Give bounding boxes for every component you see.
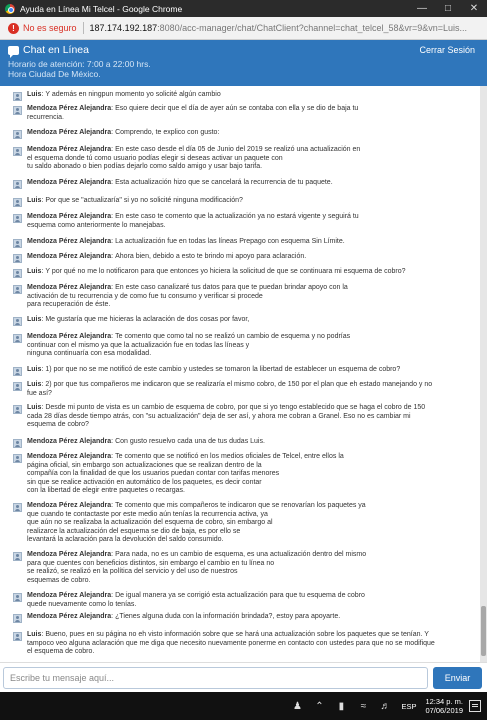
- message-sender: Mendoza Pérez Alejandra: [27, 129, 112, 136]
- chat-message: [13, 592, 463, 609]
- logout-link[interactable]: Cerrar Sesión: [419, 45, 475, 55]
- message-text: Y por qué no me lo notificaron para que entonces yo hiciera la solicitud de que se continuara mi esquema de cobro?: [45, 268, 406, 275]
- message-line: [27, 577, 366, 586]
- message-line: [27, 592, 365, 601]
- url-path[interactable]: :8080/acc-manager/chat/ChatClient?channel=chat_telcel_58&vr=9&vn=Luis...: [157, 23, 468, 33]
- avatar-icon: [13, 317, 22, 326]
- message-sender: Luis: [27, 366, 42, 373]
- message-line: [27, 114, 358, 123]
- message-text: recurrencia.: [27, 113, 64, 121]
- message-line: [27, 163, 360, 172]
- message-sender: Mendoza Pérez Alejandra: [27, 333, 112, 340]
- message-line: [27, 560, 366, 569]
- chat-message: [13, 404, 463, 430]
- message-text: Y además en ningpun momento yo solicité algún cambio: [45, 91, 221, 98]
- message-content: [27, 316, 249, 325]
- message-sender: Luis: [27, 316, 42, 323]
- message-sender: Luis: [27, 404, 42, 411]
- sender-separator: :: [41, 91, 44, 98]
- message-sender: Mendoza Pérez Alejandra: [27, 453, 112, 460]
- clock[interactable]: [425, 697, 463, 715]
- message-text: En este caso canalizaré tus datos para que te puedan brindar apoyo con la: [115, 284, 348, 291]
- avatar-icon: [13, 552, 22, 561]
- message-sender: Luis: [27, 268, 42, 275]
- message-text: página oficial, sin embargo son actualizaciones que se realizan dentro de la: [27, 461, 262, 469]
- message-text: Por que se "actualizaría" si yo no solicité ninguna modificación?: [45, 197, 243, 204]
- message-content: [27, 105, 358, 122]
- message-content: [27, 453, 344, 496]
- message-line: [27, 197, 243, 206]
- taskbar: [0, 692, 487, 720]
- message-content: [27, 333, 350, 359]
- avatar-icon: [13, 147, 22, 156]
- message-text: Te comento que mis compañeros te indicaron que se renovarían los paquetes ya: [115, 502, 366, 509]
- sender-separator: :: [111, 333, 114, 340]
- message-sender: Mendoza Pérez Alejandra: [27, 551, 112, 558]
- maximize-icon[interactable]: □: [444, 3, 452, 14]
- message-text: ninguna continuaría con esa modalidad.: [27, 350, 152, 357]
- send-button[interactable]: Enviar: [433, 667, 482, 689]
- chat-message: [13, 631, 463, 657]
- chat-header: [0, 40, 487, 86]
- chat-message: [13, 213, 463, 230]
- message-line: [27, 568, 366, 577]
- message-text: compañía con la finalidad de que los usuarios puedan contar con tarifas menores: [27, 470, 280, 477]
- message-line: [27, 421, 425, 430]
- avatar-icon: [13, 614, 22, 623]
- message-text: fue así?: [27, 389, 52, 397]
- message-line: [27, 342, 350, 351]
- avatar-icon: [13, 180, 22, 189]
- avatar-icon: [13, 454, 22, 463]
- message-sender: Luis: [27, 91, 42, 98]
- message-line: [27, 648, 435, 657]
- message-content: [27, 253, 306, 262]
- message-content: [27, 366, 400, 375]
- message-line: [27, 536, 366, 545]
- message-text: Comprendo, te explico con gusto:: [115, 129, 220, 136]
- message-text: Bueno, pues en su página no eh visto información sobre que se hará una actualización sobre los paquetes que se tenían. Y: [45, 631, 429, 638]
- sender-separator: :: [41, 316, 44, 323]
- sender-separator: :: [111, 453, 114, 460]
- message-text: Te comento que como tal no se realizó un cambio de esquema y no podrías: [115, 333, 351, 340]
- sender-separator: :: [111, 179, 114, 186]
- message-text: 2) por que tus compañeros me indicaron que se realizaría el mismo cobro, de 150 por el plan que eh estado manejando y no: [45, 381, 433, 388]
- chat-message: [13, 91, 463, 101]
- message-text: para que cuentes con beneficios distintos, sin embargo el cambio en tu línea no: [27, 559, 275, 567]
- sender-separator: :: [111, 105, 114, 112]
- message-text: levantará la aclaración para la devolución del saldo consumido.: [27, 536, 224, 543]
- scrollbar-thumb[interactable]: [481, 606, 486, 656]
- sender-separator: :: [41, 366, 44, 373]
- message-line: [27, 333, 350, 342]
- message-line: [27, 462, 344, 471]
- url-host[interactable]: 187.174.192.187: [89, 23, 158, 33]
- message-text: el esquema de cobro.: [27, 648, 95, 655]
- avatar-icon: [13, 367, 22, 376]
- message-sender: Mendoza Pérez Alejandra: [27, 613, 112, 620]
- chat-message: [13, 551, 463, 585]
- message-line: [27, 511, 366, 520]
- wifi-icon[interactable]: ≈: [360, 700, 367, 712]
- message-text: Te comento que se notificó en los medios oficiales de Telcel, entre ellos la: [115, 453, 344, 460]
- chat-message: [13, 268, 463, 278]
- avatar-icon: [13, 503, 22, 512]
- chat-message: [13, 129, 463, 139]
- chat-message: [13, 284, 463, 310]
- message-content: [27, 592, 365, 609]
- message-sender: Mendoza Pérez Alejandra: [27, 179, 112, 186]
- chat-message: [13, 238, 463, 248]
- message-content: [27, 129, 219, 138]
- battery-icon[interactable]: ▮: [338, 700, 345, 712]
- message-text: que aún no se realizaba la actualización del esquema de cobro, sin embargo al: [27, 519, 273, 526]
- avatar-icon: [13, 130, 22, 139]
- sender-separator: :: [111, 438, 114, 445]
- message-line: [27, 213, 359, 222]
- message-line: [27, 487, 344, 496]
- chat-message: [13, 453, 463, 496]
- message-line: [27, 253, 306, 262]
- language-indicator[interactable]: ESP: [401, 701, 417, 711]
- message-input[interactable]: [3, 667, 428, 689]
- message-text: el esquema donde tú como usuario podías elegir si deseas activar un paquete con: [27, 154, 283, 162]
- message-line: [27, 155, 360, 164]
- message-line: [27, 105, 358, 114]
- volume-icon[interactable]: ♬: [380, 700, 391, 712]
- message-text: En este caso te comento que la actualización ya no estará vigente y seguirá tu: [115, 213, 359, 220]
- sender-separator: :: [41, 381, 44, 388]
- message-text: tampoco veo alguna aclaración que me diga que necesito nuevamente ponerme en contacto con ustedes para que no se modifique: [27, 639, 435, 647]
- message-text: continuar con el mismo ya que la actualización fue en todas las líneas y: [27, 341, 250, 349]
- message-line: [27, 470, 344, 479]
- message-line: [27, 381, 432, 390]
- message-text: esquema de cobro?: [27, 421, 89, 428]
- message-line: [27, 284, 348, 293]
- message-line: [27, 613, 340, 622]
- chevron-up-icon[interactable]: ⌃: [315, 700, 324, 712]
- message-content: [27, 213, 359, 230]
- message-sender: Mendoza Pérez Alejandra: [27, 146, 112, 153]
- message-text: Con gusto resuelvo cada una de tus dudas Luis.: [115, 438, 265, 445]
- avatar-icon: [13, 214, 22, 223]
- message-text: Esta actualización hizo que se cancelará la recurrencia de tu paquete.: [115, 179, 333, 186]
- chat-message: [13, 333, 463, 359]
- avatar-icon: [13, 285, 22, 294]
- message-content: [27, 613, 340, 622]
- avatar-icon: [13, 106, 22, 115]
- message-text: sin que se realice activación en automático de los paquetes, es decir contar: [27, 478, 262, 486]
- schedule-text: Horario de atención: 7:00 a 22:00 hrs.: [8, 59, 151, 69]
- message-line: [27, 146, 360, 155]
- message-content: [27, 381, 432, 398]
- message-line: [27, 404, 425, 413]
- message-text: Me gustaría que me hicieras la aclaración de dos cosas por favor,: [45, 316, 250, 323]
- message-text: De igual manera ya se corrigió esta actualización para que tu esquema de cobro: [115, 592, 365, 599]
- message-sender: Luis: [27, 197, 42, 204]
- message-content: [27, 146, 360, 172]
- message-line: [27, 366, 400, 375]
- chat-message: [13, 179, 463, 189]
- chat-message: [13, 381, 463, 398]
- message-text: quede nuevamente como lo tenías.: [27, 600, 137, 608]
- message-sender: Mendoza Pérez Alejandra: [27, 253, 112, 260]
- avatar-icon: [13, 382, 22, 391]
- message-text: esquema como anteriormente lo manejabas.: [27, 221, 166, 229]
- avatar-icon: [13, 269, 22, 278]
- sender-separator: :: [41, 404, 44, 411]
- message-content: [27, 268, 406, 277]
- sender-separator: :: [111, 213, 114, 220]
- message-line: [27, 316, 249, 325]
- chat-message: [13, 438, 463, 448]
- message-line: [27, 301, 348, 310]
- message-line: [27, 502, 366, 511]
- message-sender: Mendoza Pérez Alejandra: [27, 213, 112, 220]
- sender-separator: :: [41, 268, 44, 275]
- avatar-icon: [13, 239, 22, 248]
- message-line: [27, 390, 432, 399]
- message-line: [27, 268, 406, 277]
- chat-message: [13, 613, 463, 623]
- chat-message: [13, 366, 463, 376]
- message-line: [27, 528, 366, 537]
- avatar-icon: [13, 439, 22, 448]
- clock-time: 12:34 p. m.: [425, 697, 463, 706]
- clock-date: 07/06/2019: [425, 706, 463, 715]
- sender-separator: :: [111, 238, 114, 245]
- avatar-icon: [13, 593, 22, 602]
- sender-separator: :: [41, 197, 44, 204]
- message-content: [27, 197, 243, 206]
- message-line: [27, 413, 425, 422]
- message-line: [27, 350, 350, 359]
- sender-separator: :: [41, 631, 44, 638]
- message-text: Para nada, no es un cambio de esquema, es una actualización dentro del mismo: [115, 551, 367, 558]
- chat-transcript[interactable]: [0, 86, 480, 662]
- notifications-icon[interactable]: [469, 700, 481, 712]
- message-line: [27, 238, 345, 247]
- message-text: para recuperación de éste.: [27, 301, 111, 308]
- message-line: [27, 293, 348, 302]
- message-text: cada 28 días desde tiempo atrás, con "su actualización" deja de ser así, y ahora me cobran a Granel. Eso no es cambiar mi: [27, 412, 411, 420]
- avatar-icon: [13, 334, 22, 343]
- message-line: [27, 129, 219, 138]
- message-text: Eso quiere decir que el día de ayer aún se contaba con ella y se dio de baja tu: [115, 105, 359, 112]
- window-title: Ayuda en Línea Mi Telcel - Google Chrome: [20, 3, 183, 14]
- message-content: [27, 551, 366, 585]
- message-line: [27, 601, 365, 610]
- message-text: 1) por que no se me notificó de este cambio y ustedes se tomaron la libertad de establecer un esquema de cobro?: [45, 366, 401, 373]
- message-text: ¿Tienes alguna duda con la información brindada?, estoy para apoyarte.: [115, 613, 341, 620]
- message-content: [27, 179, 333, 188]
- message-text: Ahora bien, debido a esto te brindo mi apoyo para aclaración.: [115, 253, 307, 260]
- message-sender: Mendoza Pérez Alejandra: [27, 502, 112, 509]
- address-bar[interactable]: [0, 17, 487, 40]
- sender-separator: :: [111, 551, 114, 558]
- message-text: tu saldo abonado o bien podías dejarlo como saldo amigo y usar bajo tarifa.: [27, 163, 263, 170]
- message-text: La actualización fue en todas las líneas Prepago con esquema Sin Límite.: [115, 238, 345, 245]
- message-line: [27, 519, 366, 528]
- sender-separator: :: [111, 502, 114, 509]
- message-text: con la libertad de elegir entre paquetes o recargas.: [27, 487, 185, 494]
- message-content: [27, 91, 221, 100]
- chat-title: [8, 44, 89, 56]
- chat-scrollbar[interactable]: [480, 86, 487, 662]
- message-content: [27, 404, 425, 430]
- message-sender: Luis: [27, 631, 42, 638]
- message-sender: Mendoza Pérez Alejandra: [27, 592, 112, 599]
- message-line: [27, 551, 366, 560]
- message-text: realizarce la actualización del esquema se dio de baja, es por ello se: [27, 527, 241, 535]
- message-line: [27, 179, 333, 188]
- message-content: [27, 284, 348, 310]
- sender-separator: :: [111, 129, 114, 136]
- composer: [0, 662, 487, 692]
- avatar-icon: [13, 92, 22, 101]
- avatar-icon: [13, 632, 22, 641]
- avatar-icon: [13, 405, 22, 414]
- message-content: [27, 631, 435, 657]
- chat-message: [13, 197, 463, 207]
- sender-separator: :: [111, 592, 114, 599]
- message-line: [27, 453, 344, 462]
- message-sender: Mendoza Pérez Alejandra: [27, 105, 112, 112]
- security-label[interactable]: No es seguro: [23, 23, 77, 33]
- message-text: Desde mi punto de vista es un cambio de esquema de cobro, por que si yo tengo establecido que se haga el cobro de 150: [45, 404, 426, 411]
- sender-separator: :: [111, 253, 114, 260]
- message-sender: Mendoza Pérez Alejandra: [27, 238, 112, 245]
- sender-separator: :: [111, 146, 114, 153]
- chat-message: [13, 316, 463, 326]
- message-line: [27, 91, 221, 100]
- message-line: [27, 438, 265, 447]
- message-sender: Mendoza Pérez Alejandra: [27, 284, 112, 291]
- message-content: [27, 238, 345, 247]
- avatar-icon: [13, 254, 22, 263]
- chat-message: [13, 502, 463, 545]
- avatar-icon: [13, 198, 22, 207]
- warning-icon[interactable]: !: [8, 23, 19, 34]
- chat-title-text: Chat en Línea: [23, 44, 89, 56]
- close-icon[interactable]: ✕: [469, 3, 479, 14]
- chat-message: [13, 253, 463, 263]
- message-sender: Mendoza Pérez Alejandra: [27, 438, 112, 445]
- message-text: En este caso desde el día 05 de Junio del 2019 se realizó una actualización en: [115, 146, 361, 153]
- sender-separator: :: [111, 284, 114, 291]
- message-text: activación de tu recurrencia y de como fue tu consumo y verificar si procede: [27, 292, 263, 300]
- people-icon[interactable]: ♟: [292, 700, 302, 712]
- timezone-text: Hora Ciudad De México.: [8, 69, 101, 79]
- message-text: que cuando te contactaste por este medio aún tenías la recurrencia activa, ya: [27, 510, 268, 518]
- message-line: [27, 222, 359, 231]
- message-text: se realizó, se realizó en la política del servicio y del uso de nuestros: [27, 568, 238, 575]
- message-content: [27, 438, 265, 447]
- chat-bubble-icon: [8, 46, 19, 55]
- message-text: esquemas de cobro.: [27, 576, 91, 584]
- chrome-icon: [5, 4, 15, 14]
- message-content: [27, 502, 366, 545]
- message-line: [27, 631, 435, 640]
- chat-message: [13, 146, 463, 172]
- window-titlebar: [0, 0, 487, 17]
- message-line: [27, 640, 435, 649]
- address-divider: [83, 22, 84, 34]
- message-sender: Luis: [27, 381, 42, 388]
- sender-separator: :: [111, 613, 114, 620]
- message-line: [27, 479, 344, 488]
- chat-message: [13, 105, 463, 122]
- minimize-icon[interactable]: —: [417, 3, 427, 14]
